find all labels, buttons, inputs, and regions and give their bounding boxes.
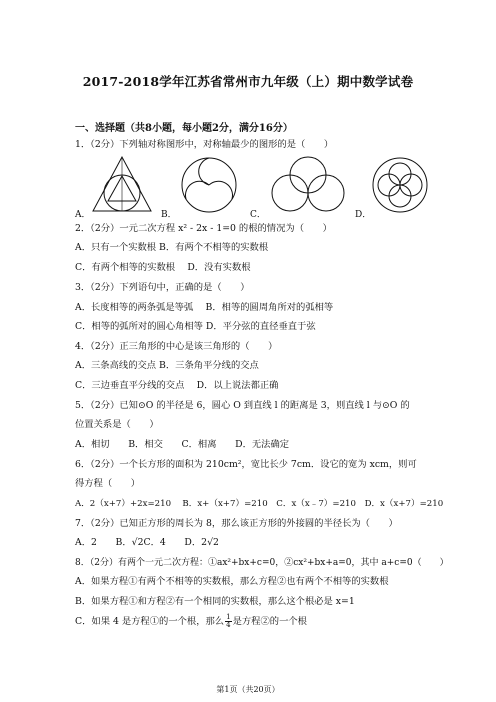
figure-b-circle-arcs: [178, 155, 240, 215]
figure-c-three-circles: [265, 155, 351, 215]
sqrt-two: √2: [131, 537, 144, 548]
question-8-option-a: A．如果方程①有两个不相等的实数根，那么方程②也有两个不相等的实数根: [75, 576, 389, 587]
fraction-numerator: 1: [226, 613, 231, 621]
question-8-option-b: B．如果方程①和方程②有一个相同的实数根，那么这个根必是 x=1: [75, 596, 355, 607]
question-8-stem: 8．（2分）有两个一元二次方程：①ax²+bx+c=0，②cx²+bx+a=0，其中 a+c=0（ ）: [75, 558, 449, 568]
question-8-option-c-suffix: 是方程②的一个根: [232, 616, 307, 627]
question-7-options: [75, 537, 219, 549]
question-5-stem-line1: 5．（2分）已知⊙O 的半径是 6，圆心 O 到直线 l 的距离是 3，则直线 l 与⊙O 的: [75, 400, 410, 411]
question-6-options: A．2（x+7）+2x=210 B．x+（x+7）=210 C．x（x﹣7）=210 D．x（x+7）=210: [75, 499, 444, 509]
question-3-options-cd: C．相等的弧所对的圆心角相等 D．平分弦的直径垂直于弦: [75, 321, 316, 332]
question-6-stem-line2: 得方程（ ）: [75, 478, 141, 489]
figure-label-b: B．: [161, 210, 177, 220]
question-7-options-cd: C．4 D．: [143, 537, 202, 548]
question-7-options-ab: A．2 B．: [75, 537, 132, 548]
sqrt-two-d: √2: [207, 537, 219, 548]
question-8-option-c-prefix: C．如果 4 是方程①的一个根，那么: [75, 616, 225, 627]
page-title: 2017-2018学年江苏省常州市九年级（上）期中数学试卷: [82, 74, 414, 89]
question-4-stem: 4．（2分）正三角形的中心是该三角形的（ ）: [75, 341, 278, 352]
figure-label-a: A．: [75, 210, 91, 220]
figure-label-d: D．: [355, 210, 372, 220]
question-3-options-ab: A．长度相等的两条弧是等弧 B．相等的圆周角所对的弧相等: [75, 302, 334, 313]
page-footer: 第1页（共20页）: [216, 685, 280, 694]
question-2-options-cd: C．有两个相等的实数根 D．没有实数根: [75, 262, 251, 273]
question-7-stem: 7．（2分）已知正方形的周长为 8，那么该正方形的外接圆的半径长为（ ）: [75, 518, 398, 529]
question-2-options-ab: A．只有一个实数根 B．有两个不相等的实数根: [75, 242, 269, 253]
question-4-options-ab: A．三条高线的交点 B．三条角平分线的交点: [75, 360, 259, 371]
figure-label-c: C．: [250, 210, 266, 220]
question-5-stem-line2: 位置关系是（ ）: [75, 419, 159, 430]
question-3-stem: 3．（2分）下列语句中，正确的是（ ）: [75, 282, 250, 293]
question-5-options: A．相切 B．相交 C．相离 D．无法确定: [75, 439, 290, 450]
question-2-stem: 2．（2分）一元二次方程 x² - 2x - 1=0 的根的情况为（ ）: [75, 223, 332, 234]
question-6-stem-line1: 6．（2分）一个长方形的面积为 210cm²，宽比长少 7cm．设它的宽为 xcm，则可: [75, 459, 417, 470]
section-heading: 一、选择题（共8小题，每小题2分，满分16分）: [75, 123, 293, 134]
coefficient-two: 2: [201, 537, 208, 548]
fraction-denominator: 4: [226, 621, 231, 629]
question-8-option-c: [75, 614, 307, 629]
question-1-stem: 1．（2分）下列轴对称图形中，对称轴最少的图形的是（ ）: [75, 139, 334, 150]
fraction-one-quarter: [225, 614, 231, 629]
figure-d-four-circles: [369, 155, 431, 215]
figure-a-triangle-circles: [91, 155, 153, 215]
question-4-options-cd: C．三边垂直平分线的交点 D．以上说法都正确: [75, 380, 279, 391]
